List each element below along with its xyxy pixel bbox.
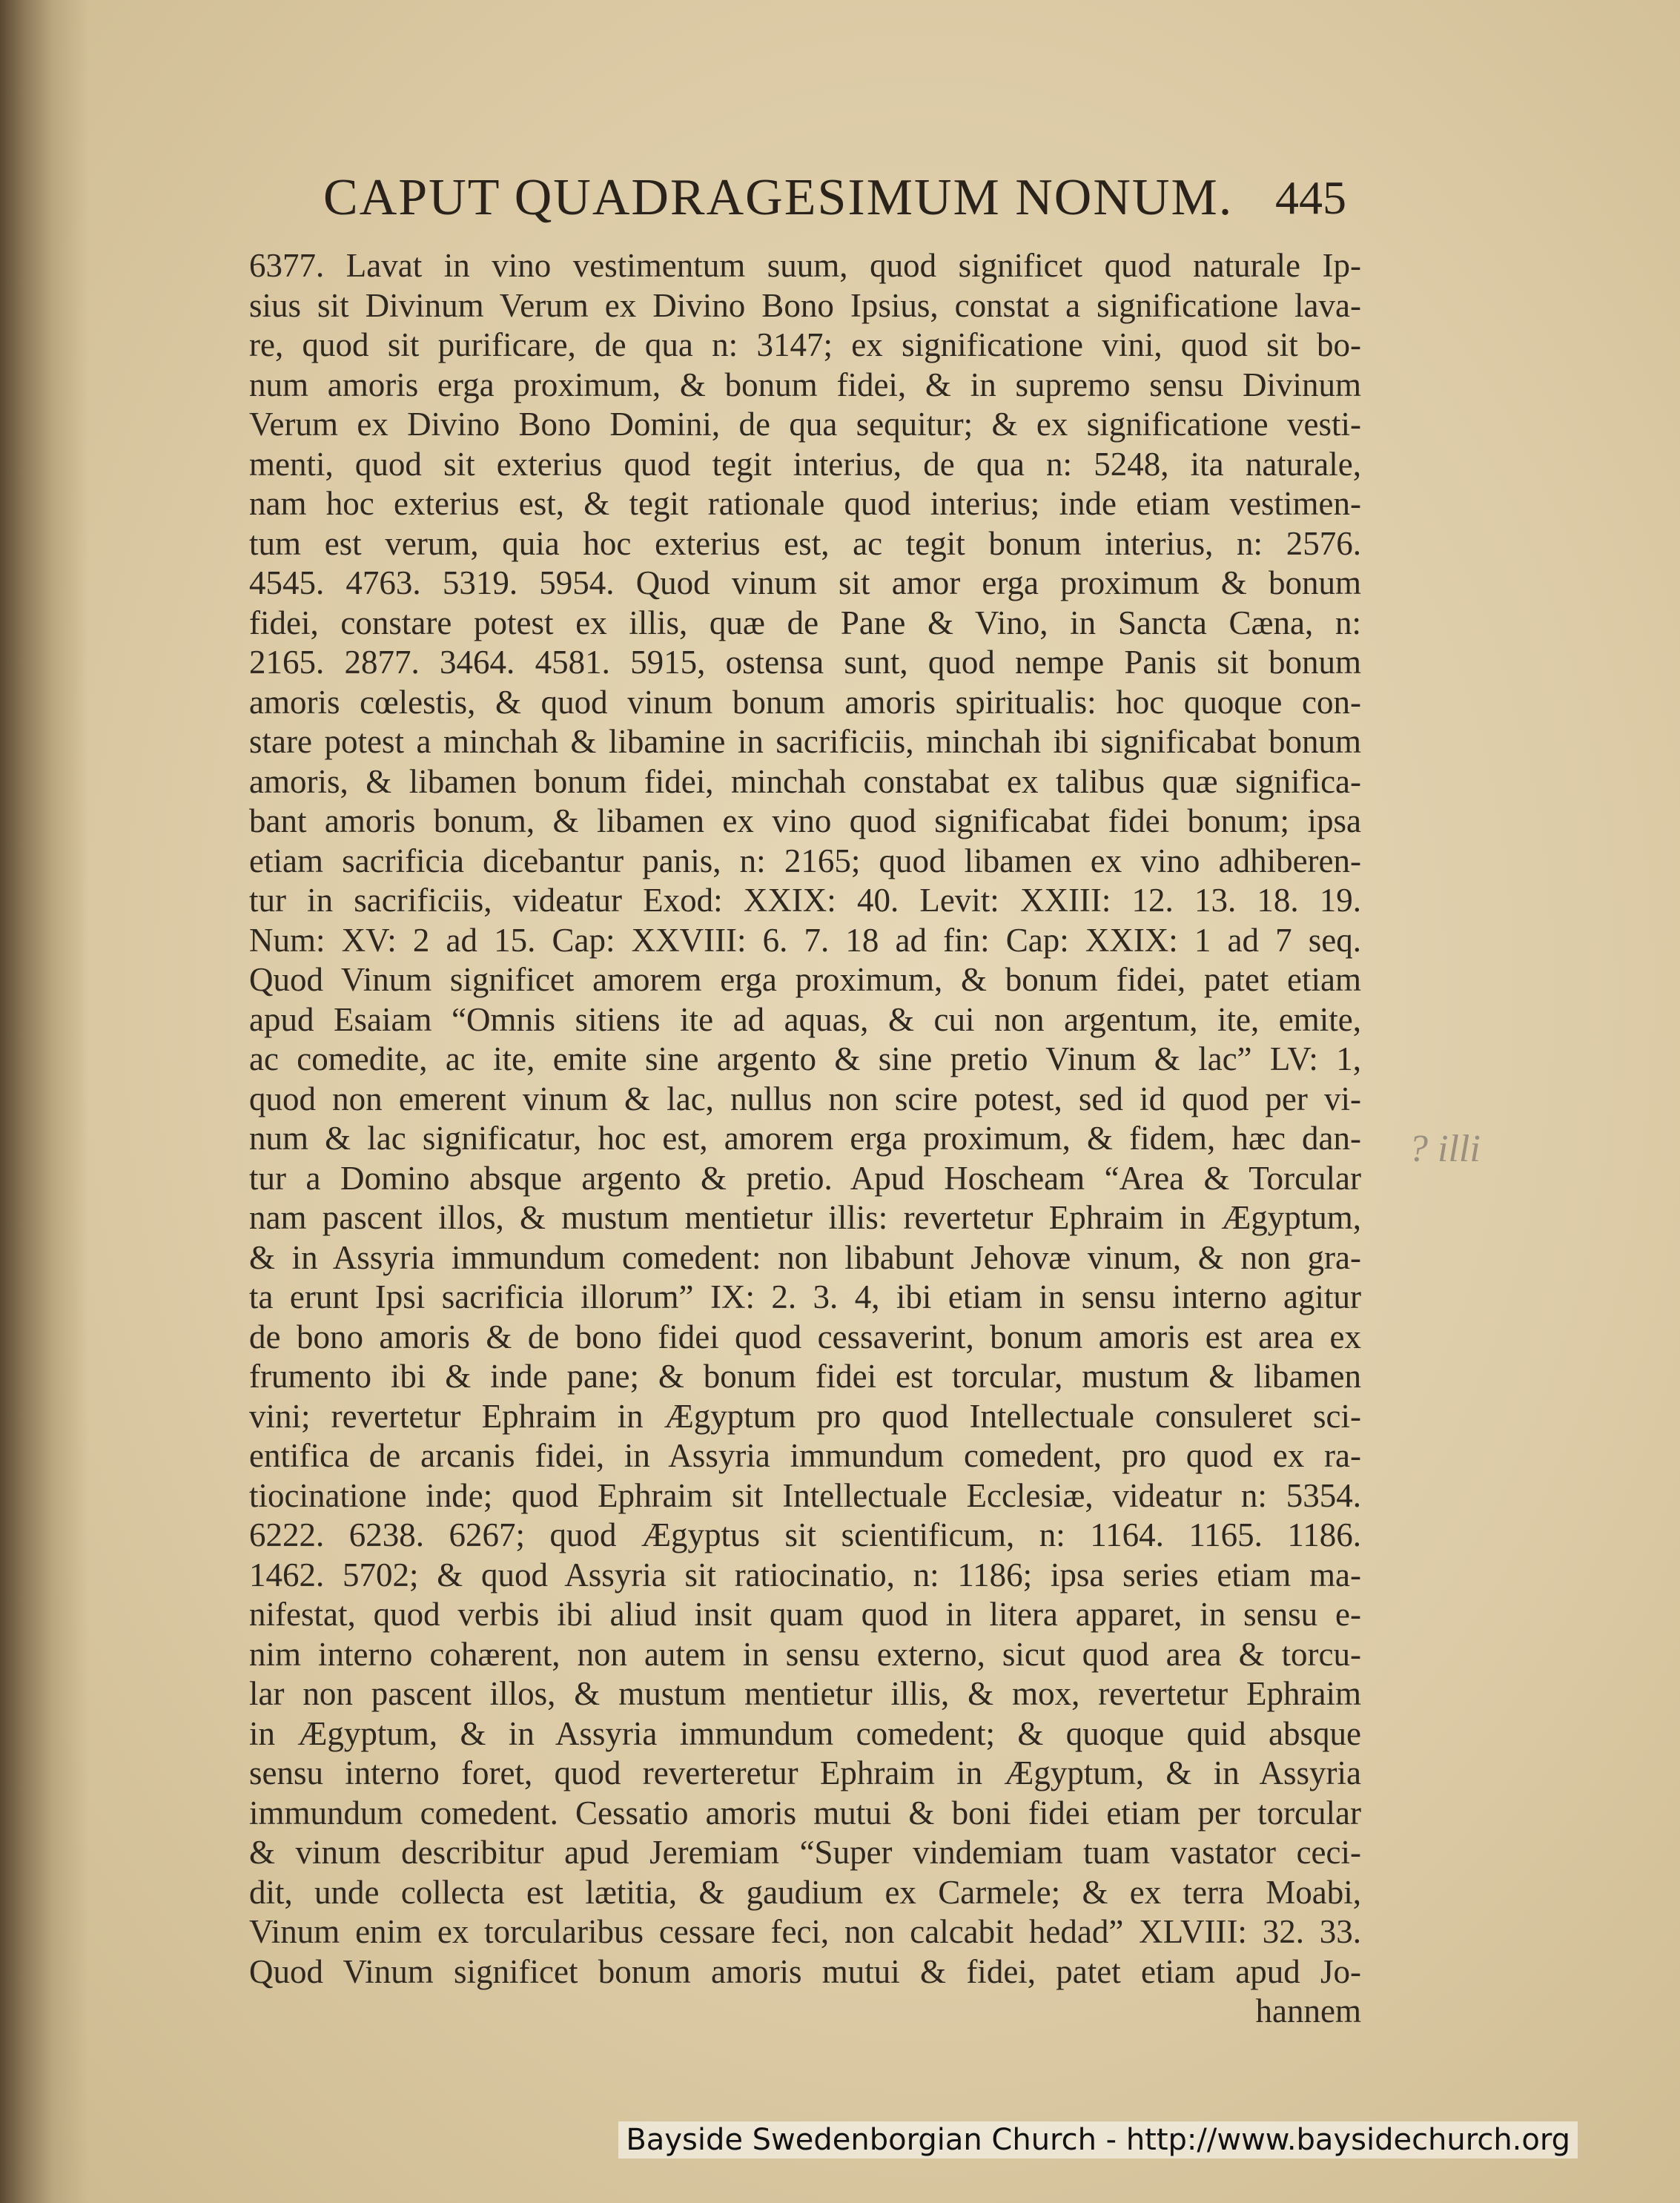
text-line: nim interno cohærent, non autem in sensu externo, sicut quod area & torcu- — [249, 1635, 1361, 1673]
text-line: fidei, constare potest ex illis, quæ de Pane & Vino, in Sancta Cæna, n: — [249, 604, 1361, 641]
text-line: & vinum describitur apud Jeremiam “Super vindemiam tuam vastator ceci- — [249, 1834, 1361, 1871]
text-line: 2165. 2877. 3464. 4581. 5915, ostensa sunt, quod nempe Panis sit bonum — [249, 644, 1361, 681]
text-line: vini; revertetur Ephraim in Ægyptum pro quod Intellectuale consuleret sci- — [249, 1397, 1361, 1435]
text-line: lar non pascent illos, & mustum mentietur illis, & mox, revertetur Ephraim — [249, 1675, 1361, 1712]
catchword: hannem — [1255, 1992, 1361, 2029]
text-line: amoris cœlestis, & quod vinum bonum amoris spiritualis: hoc quoque con- — [249, 683, 1361, 721]
text-line: in Ægyptum, & in Assyria immundum comedent; & quoque quid absque — [249, 1714, 1361, 1752]
text-line: ac comedite, ac ite, emite sine argento & sine pretio Vinum & lac” LV: 1, — [249, 1040, 1361, 1077]
text-line: bant amoris bonum, & libamen ex vino quod significabat fidei bonum; ipsa — [249, 802, 1361, 839]
text-line: apud Esaiam “Omnis sitiens ite ad aquas, & cui non argentum, ite, emite, — [249, 1000, 1361, 1038]
text-line: ta erunt Ipsi sacrificia illorum” IX: 2. 3. 4, ibi etiam in sensu interno agitur — [249, 1278, 1361, 1315]
text-line: 6377. Lavat in vino vestimentum suum, quod significet quod naturale Ip- — [249, 247, 1361, 284]
text-line: nam hoc exterius est, & tegit rationale quod interius; inde etiam vestimen- — [249, 485, 1361, 522]
handwritten-margin-note: ? illi — [1409, 1128, 1481, 1170]
text-line: sius sit Divinum Verum ex Divino Bono Ipsius, constat a significatione lava- — [249, 286, 1361, 324]
text-line: immundum comedent. Cessatio amoris mutui & boni fidei etiam per torcular — [249, 1794, 1361, 1832]
text-line: & in Assyria immundum comedent: non libabunt Jehovæ vinum, & non gra- — [249, 1238, 1361, 1276]
text-line: tiocinatione inde; quod Ephraim sit Intellectuale Ecclesiæ, videatur n: 5354. — [249, 1476, 1361, 1514]
body-text — [249, 246, 1361, 2032]
text-line: stare potest a minchah & libamine in sacrificiis, minchah ibi significabat bonum — [249, 723, 1361, 760]
text-line: de bono amoris & de bono fidei quod cessaverint, bonum amoris est area ex — [249, 1318, 1361, 1355]
text-line: num & lac significatur, hoc est, amorem erga proximum, & fidem, hæc dan- — [249, 1120, 1361, 1157]
text-line: Quod Vinum significet bonum amoris mutui & fidei, patet etiam apud Jo- — [249, 1952, 1361, 1990]
text-line: num amoris erga proximum, & bonum fidei, & in supremo sensu Divinum — [249, 366, 1361, 403]
text-line: nam pascent illos, & mustum mentietur illis: revertetur Ephraim in Ægyptum, — [249, 1199, 1361, 1236]
text-line: 4545. 4763. 5319. 5954. Quod vinum sit amor erga proximum & bonum — [249, 564, 1361, 601]
text-line: etiam sacrificia dicebantur panis, n: 2165; quod libamen ex vino adhiberen- — [249, 842, 1361, 879]
text-line: Num: XV: 2 ad 15. Cap: XXVIII: 6. 7. 18 ad fin: Cap: XXIX: 1 ad 7 seq. — [249, 921, 1361, 959]
text-line: 6222. 6238. 6267; quod Ægyptus sit scientificum, n: 1164. 1165. 1186. — [249, 1516, 1361, 1553]
running-head-title: CAPUT QUADRAGESIMUM NONUM. — [323, 169, 1234, 226]
text-line: tur a Domino absque argento & pretio. Apud Hoscheam “Area & Torcular — [249, 1159, 1361, 1197]
text-line: Vinum enim ex torcularibus cessare feci, non calcabit hedad” XLVIII: 32. 33. — [249, 1913, 1361, 1950]
text-line: re, quod sit purificare, de qua n: 3147; ex significatione vini, quod sit bo- — [249, 326, 1361, 363]
text-line: nifestat, quod verbis ibi aliud insit quam quod in litera apparet, in sensu e- — [249, 1596, 1361, 1633]
text-line: sensu interno foret, quod reverteretur Ephraim in Ægyptum, & in Assyria — [249, 1754, 1361, 1791]
text-line: amoris, & libamen bonum fidei, minchah constabat ex talibus quæ significa- — [249, 762, 1361, 800]
watermark-credit: Bayside Swedenborgian Church - http://www.baysidechurch.org — [618, 2121, 1578, 2159]
page-number: 445 — [1275, 171, 1346, 224]
text-line: Verum ex Divino Bono Domini, de qua sequitur; & ex significatione vesti- — [249, 406, 1361, 443]
text-line: dit, unde collecta est lætitia, & gaudium ex Carmele; & ex terra Moabi, — [249, 1873, 1361, 1911]
text-line: tur in sacrificiis, videatur Exod: XXIX: 40. Levit: XXIII: 12. 13. 18. 19. — [249, 882, 1361, 919]
text-line: Quod Vinum significet amorem erga proximum, & bonum fidei, patet etiam — [249, 961, 1361, 998]
text-line: quod non emerent vinum & lac, nullus non scire potest, sed id quod per vi- — [249, 1080, 1361, 1117]
page-header — [323, 157, 1376, 239]
text-line: frumento ibi & inde pane; & bonum fidei est torcular, mustum & libamen — [249, 1358, 1361, 1395]
text-line: 1462. 5702; & quod Assyria sit ratiocinatio, n: 1186; ipsa series etiam ma- — [249, 1556, 1361, 1593]
text-line: tum est verum, quia hoc exterius est, ac tegit bonum interius, n: 2576. — [249, 524, 1361, 562]
binding-gutter-shadow — [0, 0, 89, 2203]
text-line: entifica de arcanis fidei, in Assyria immundum comedent, pro quod ex ra- — [249, 1437, 1361, 1474]
text-line: menti, quod sit exterius quod tegit interius, de qua n: 5248, ita naturale, — [249, 445, 1361, 483]
